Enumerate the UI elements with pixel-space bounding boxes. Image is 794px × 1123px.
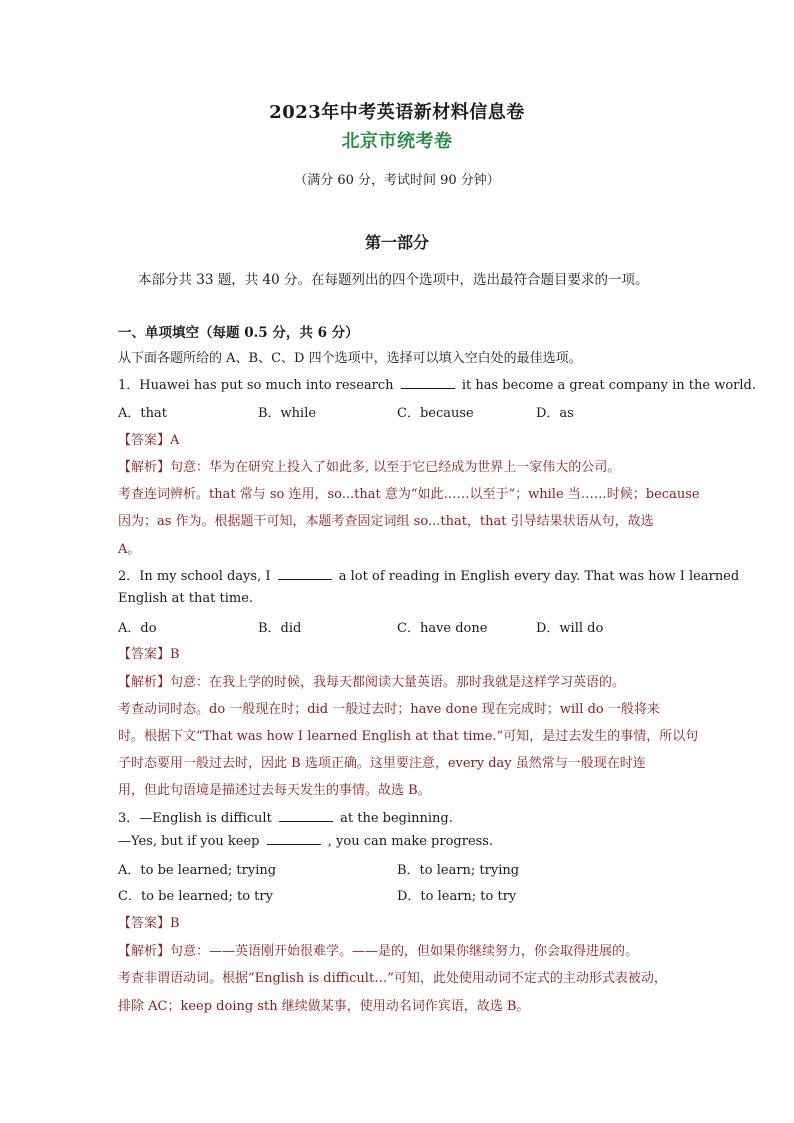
answer-blank [267,833,321,845]
question-3-analysis-line-3: 排除 AC；keep doing sth 继续做某事，使用动名词作宾语，故选 B。 [118,999,530,1014]
question-2-option-a: A．do [118,621,157,636]
part-title: 第一部分 [364,233,429,252]
question-3-analysis-line-2: 考查非谓语动词。根据“English is difficult…”可知，此处使用动词不定式的主动形式表被动， [118,971,667,986]
document-subtitle: 北京市统考卷 [341,131,453,152]
analysis-tag: 【解析】 [118,460,171,475]
answer-tag: 【答案】 [118,647,171,662]
answer-value: A [170,433,180,448]
question-1-analysis-line-3: 因为；as 作为。根据题干可知，本题考查固定词组 so...that，that 引导结果状语从句，故选 [118,514,654,529]
question-2-analysis-line-1 [118,671,625,690]
question-3-stem [118,807,453,826]
section-instruction: 从下面各题所给的 A、B、C、D 四个选项中，选择可以填入空白处的最佳选项。 [118,351,582,366]
score-note: （满分 60 分，考试时间 90 分钟） [294,173,500,188]
analysis-text: 句意：——英语刚开始很难学。——是的，但如果你继续努力，你会取得进展的。 [170,944,639,959]
answer-tag: 【答案】 [118,433,171,448]
question-1-answer [118,429,179,448]
question-2-analysis-line-5: 用，但此句语境是描述过去每天发生的事情。故选 B。 [118,783,431,798]
question-2-analysis-line-4: 子时态要用一般过去时，因此 B 选项正确。这里要注意，every day 虽然常与一般现在时连 [118,756,646,771]
question-3-option-c: C．to be learned; to try [118,889,273,904]
answer-value: B [170,916,180,931]
question-2-stem [118,565,739,584]
question-stem-after: at the beginning. [340,811,453,826]
question-1-option-c: C．because [397,406,474,421]
question-2-option-b: B．did [258,621,302,636]
question-3-option-b: B．to learn; trying [397,863,520,878]
document-title: 2023年中考英语新材料信息卷 [269,102,525,123]
question-2-analysis-line-2: 考查动词时态。do 一般现在时；did 一般过去时；have done 现在完成时；will do 一般将来 [118,702,660,717]
question-reply-before: —Yes, but if you keep [118,834,260,849]
analysis-text: 句意：在我上学的时候，我每天都阅读大量英语。那时我就是这样学习英语的。 [170,675,626,690]
question-reply-after: , you can make progress. [327,834,494,849]
question-2-option-c: C．have done [397,621,488,636]
question-1-option-a: A．that [118,406,167,421]
question-1-option-d: D．as [536,406,574,421]
question-stem-after: a lot of reading in English every day. That was how I learned [338,569,740,584]
question-stem-after: it has become a great company in the world. [461,378,756,393]
question-2-stem-line-2: English at that time. [118,591,254,606]
analysis-tag: 【解析】 [118,944,171,959]
question-2-option-d: D．will do [536,621,604,636]
analysis-text: 句意：华为在研究上投入了如此多, 以至于它已经成为世界上一家伟大的公司。 [170,460,621,475]
question-stem-before: 1．Huawei has put so much into research [118,378,394,393]
section-heading: 一、单项填空（每题 0.5 分，共 6 分） [118,325,359,341]
question-2-answer [118,643,180,662]
question-1-stem [118,374,756,393]
answer-blank [279,810,333,822]
question-1-option-b: B．while [258,406,317,421]
question-1-analysis-line-2: 考查连词辨析。that 常与 so 连用，so...that 意为“如此……以至于”；while 当……时候；because [118,487,700,502]
question-3-option-a: A．to be learned; trying [118,863,277,878]
question-2-analysis-line-3: 时。根据下文“That was how I learned English at that time.”可知，是过去发生的事情，所以句 [118,729,699,744]
question-3-reply [118,833,493,849]
answer-value: B [170,647,180,662]
question-1-analysis-line-4: A。 [118,542,141,557]
answer-tag: 【答案】 [118,916,171,931]
answer-blank [401,377,455,389]
question-3-option-d: D．to learn; to try [397,889,517,904]
question-1-analysis-line-1 [118,456,620,475]
analysis-tag: 【解析】 [118,675,171,690]
part-description: 本部分共 33 题，共 40 分。在每题列出的四个选项中，选出最符合题目要求的一项。 [138,272,649,288]
question-3-answer [118,912,180,931]
question-3-analysis-line-1 [118,940,638,959]
question-stem-before: 3．—English is difficult [118,811,272,826]
answer-blank [278,568,332,580]
question-stem-before: 2．In my school days, I [118,569,271,584]
